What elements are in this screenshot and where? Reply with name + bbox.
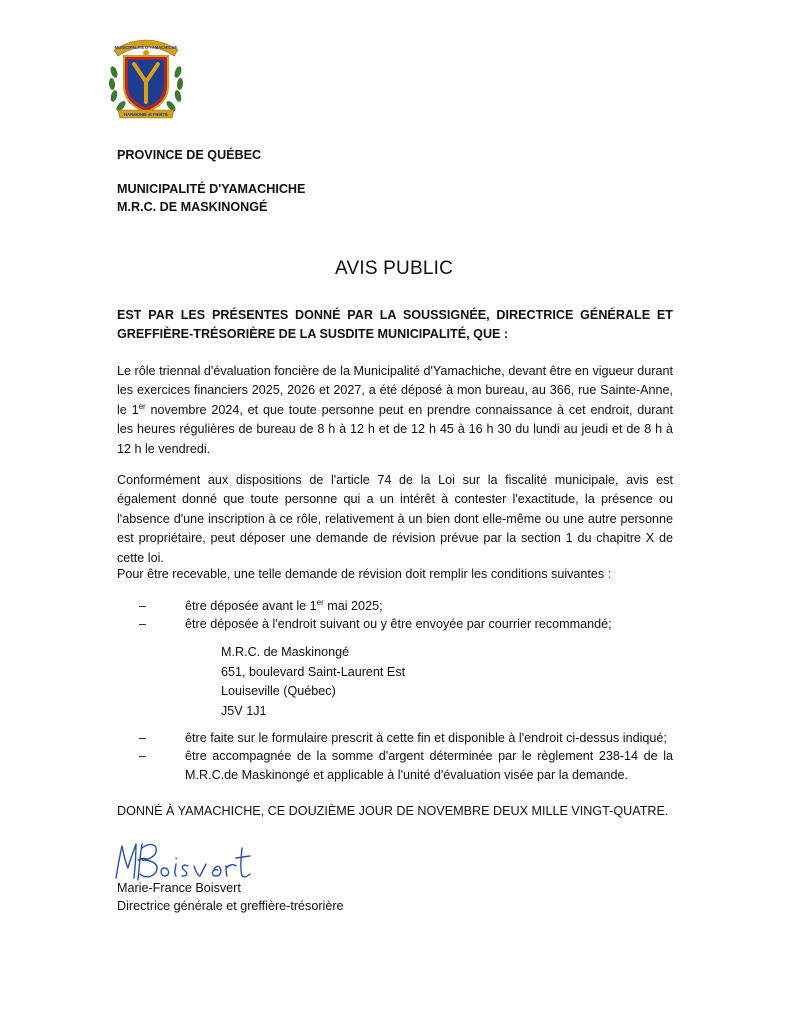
signatory-block (117, 879, 344, 915)
condition-1-start: être déposée avant le 1 (185, 599, 317, 613)
signatory-role: Directrice générale et greffière-trésorière (117, 899, 344, 913)
municipality-name: MUNICIPALITÉ D'YAMACHICHE (117, 182, 306, 196)
condition-1-end: mai 2025; (323, 599, 383, 613)
notice-title: AVIS PUBLIC (335, 258, 453, 279)
paragraph-conditions-intro: Pour être recevable, une telle demande de révision doit remplir les conditions suivantes : (117, 567, 612, 581)
list-item (117, 597, 673, 615)
list-item (117, 747, 673, 784)
dash-bullet: – (139, 749, 147, 764)
condition-3: être faite sur le formulaire prescrit à cette fin et disponible à l'endroit ci-dessus indiqué; (185, 731, 667, 745)
list-item (117, 615, 673, 633)
mrc-name: M.R.C. DE MASKINONGÉ (117, 200, 268, 214)
dash-bullet: – (139, 617, 147, 632)
p1-text-end: novembre 2024, et que toute personne peut en prendre connaissance à cet endroit, durant les heures régulières de bureau de 8 h à 12 h et de 12 h 45 à 16 h 30 du lundi au jeudi et de 8 h à 12 h le vendredi. (117, 402, 673, 456)
handwritten-signature (112, 838, 252, 884)
logo-top-lettering: MUNICIPALITÉ D'YAMACHICHE (114, 45, 178, 50)
municipality-heading (117, 180, 305, 216)
dash-bullet: – (139, 731, 147, 745)
mrc-address-block (221, 643, 405, 721)
p1-text-start: Le rôle triennal d'évaluation foncière de la Municipalité d'Yamachiche, devant être en vigueur durant les exercices financiers 2025, 2026 et 2027, a été déposé à mon bureau, au 366, rue Sainte-Anne, le 1 (117, 364, 673, 417)
conditions-list-bottom (117, 729, 673, 784)
paragraph-revision-right: Conformément aux dispositions de l'article 74 de la Loi sur la fiscalité municipale, avis est également donné que toute personne qui a un intérêt à contester l'exactitude, la présence ou l'absence d'une inscription à ce rôle, relativement à un bien dont elle-même ou une autre personne est propriétaire, peut déposer une demande de révision prévue par la section 1 du chapitre X de cette loi. (117, 473, 673, 565)
list-item (117, 729, 673, 747)
logo-motto-lettering: HARMONIE et FIERTÉ (124, 112, 168, 117)
condition-1 (165, 597, 673, 615)
municipal-coat-of-arms-logo (104, 32, 188, 120)
address-line-2: 651, boulevard Saint-Laurent Est (221, 664, 406, 679)
address-line-4: J5V 1J1 (221, 703, 267, 718)
signatory-name: Marie-France Boisvert (117, 881, 241, 895)
given-at-statement: DONNÉ À YAMACHICHE, CE DOUZIÈME JOUR DE NOVEMBRE DEUX MILLE VINGT-QUATRE. (117, 804, 669, 818)
conditions-list-top (117, 597, 673, 634)
condition-2: être déposée à l'endroit suivant ou y être envoyée par courrier recommandé; (185, 617, 612, 632)
address-line-1: M.R.C. de Maskinongé (221, 645, 350, 659)
intro-paragraph: EST PAR LES PRÉSENTES DONNÉ PAR LA SOUSSIGNÉE, DIRECTRICE GÉNÉRALE ET GREFFIÈRE-TRÉSORIÈRE DE LA SUSDITE MUNICIPALITÉ, QUE : (117, 308, 673, 342)
p1-superscript: er (138, 401, 146, 411)
province-heading: PROVINCE DE QUÉBEC (117, 148, 262, 162)
address-line-3: Louiseville (Québec) (221, 684, 336, 699)
condition-1-superscript: er (316, 597, 324, 607)
paragraph-roll-deposit (117, 362, 673, 459)
condition-4: être accompagnée de la somme d'argent déterminée par le règlement 238-14 de la M.R.C.de Maskinongé et applicable à l'unité d'évaluation visée par la demande. (185, 749, 673, 782)
dash-bullet: – (139, 599, 147, 613)
signature-lettering: MFBoisvert (112, 838, 118, 839)
